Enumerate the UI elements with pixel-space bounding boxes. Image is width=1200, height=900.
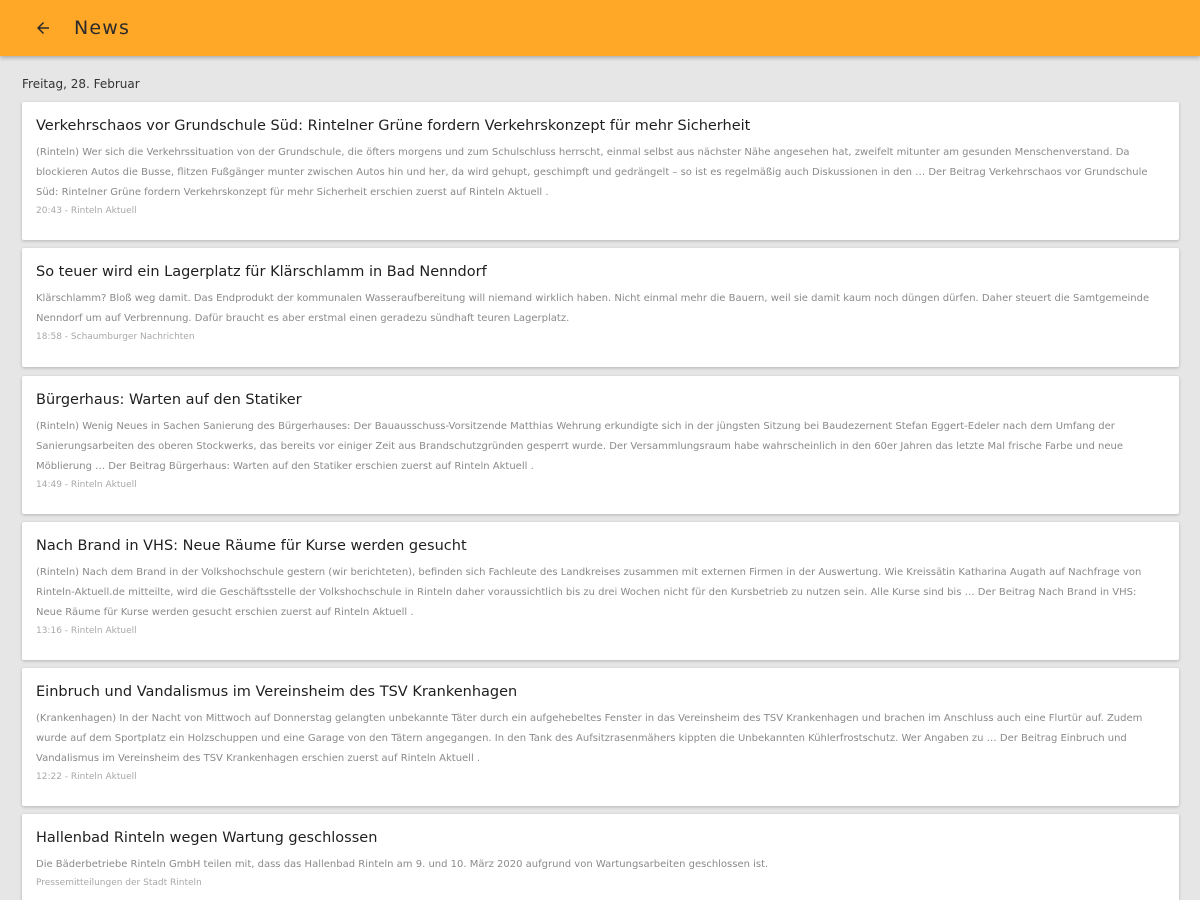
news-title: Bürgerhaus: Warten auf den Statiker	[36, 392, 302, 408]
news-meta: 12:22 - Rinteln Aktuell	[36, 772, 137, 782]
news-title: Verkehrschaos vor Grundschule Süd: Rintelner Grüne fordern Verkehrskonzept für mehr Sicherheit	[36, 118, 751, 134]
back-button[interactable]	[29, 14, 57, 42]
news-card[interactable]	[22, 668, 1179, 806]
news-meta: 14:49 - Rinteln Aktuell	[36, 480, 137, 490]
news-meta: 13:16 - Rinteln Aktuell	[36, 626, 137, 636]
news-title: Einbruch und Vandalismus im Vereinsheim des TSV Krankenhagen	[36, 684, 518, 700]
news-list[interactable]	[0, 56, 1200, 900]
news-card[interactable]	[22, 814, 1179, 900]
news-excerpt: Klärschlamm? Bloß weg damit. Das Endprodukt der kommunalen Wasseraufbereitung will niemand wirklich haben. Nicht einmal mehr die Bauern, weil sie damit kaum noch düngen dürfen. Daher steuert die Samtgemeinde Nenndorf um auf Verbrennung. Dafür braucht es aber erstmal einen geradezu sündhaft teuren Lagerplatz.	[36, 293, 1150, 324]
news-meta: 20:43 - Rinteln Aktuell	[36, 206, 137, 216]
arrow-back-icon	[34, 19, 52, 37]
news-card[interactable]	[22, 376, 1179, 514]
news-card[interactable]	[22, 522, 1179, 660]
page-title: News	[74, 17, 131, 39]
date-header: Freitag, 28. Februar	[22, 77, 140, 91]
news-meta: 18:58 - Schaumburger Nachrichten	[36, 332, 195, 342]
app-bar	[0, 0, 1200, 56]
news-excerpt: (Rinteln) Wenig Neues in Sachen Sanierung des Bürgerhauses: Der Bauausschuss-Vorsitzende Matthias Wehrung erkundigte sich in der jüngsten Sitzung bei Baudezernent Stefan Eggert-Edeler nach dem Umfang der Sanierungsarbeiten des oberen Stockwerks, das bereits vor einiger Zeit aus Brandschutzgründen gesperrt wurde. Der Versammlungsraum habe wahrscheinlich in den 60er Jahren das letzte Mal frische Farbe und neue Möblierung … Der Beitrag Bürgerhaus: Warten auf den Statiker erschien zuerst auf Rinteln Aktuell .	[36, 421, 1123, 472]
news-card[interactable]	[22, 248, 1179, 367]
news-excerpt: (Rinteln) Nach dem Brand in der Volkshochschule gestern (wir berichteten), befinden sich Fachleute des Landkreises zusammen mit externen Firmen in der Auswertung. Wie Kreissätin Katharina Augath auf Nachfrage von Rinteln-Aktuell.de mitteilte, wird die Geschäftsstelle der Volkshochschule in Rinteln daher voraussichtlich bis zu drei Wochen nicht für den Kursbetrieb zu nutzen sein. Alle Kurse sind bis … Der Beitrag Nach Brand in VHS: Neue Räume für Kurse werden gesucht erschien zuerst auf Rinteln Aktuell .	[36, 567, 1142, 618]
news-card[interactable]	[22, 102, 1179, 240]
news-title: So teuer wird ein Lagerplatz für Klärschlamm in Bad Nenndorf	[36, 264, 487, 280]
news-excerpt: (Rinteln) Wer sich die Verkehrssituation von der Grundschule, die öfters morgens und zum Schulschluss herrscht, einmal selbst aus nächster Nähe angesehen hat, zweifelt mitunter am gesunden Menschenverstand. Da blockieren Autos die Busse, flitzen Fußgänger munter zwischen Autos hin und her, da wird gehupt, geschimpft und gedrängelt – so ist es regelmäßig auch Diskussionen in den … Der Beitrag Verkehrschaos vor Grundschule Süd: Rintelner Grüne fordern Verkehrskonzept für mehr Sicherheit erschien zuerst auf Rinteln Aktuell .	[36, 147, 1148, 198]
news-meta: Pressemitteilungen der Stadt Rinteln	[36, 878, 202, 888]
news-title: Hallenbad Rinteln wegen Wartung geschlossen	[36, 830, 378, 846]
news-excerpt: (Krankenhagen) In der Nacht von Mittwoch auf Donnerstag gelangten unbekannte Täter durch ein aufgehebeltes Fenster in das Vereinsheim des TSV Krankenhagen und brachen im Anschluss auch eine Flurtür auf. Zudem wurde auf dem Sportplatz ein Holzschuppen und eine Garage von den Tätern angegangen. In den Tank des Aufsitzrasenmähers kippten die Unbekannten Kühlerfrostschutz. Wer Angaben zu … Der Beitrag Einbruch und Vandalismus im Vereinsheim des TSV Krankenhagen erschien zuerst auf Rinteln Aktuell .	[36, 713, 1143, 764]
news-excerpt: Die Bäderbetriebe Rinteln GmbH teilen mit, dass das Hallenbad Rinteln am 9. und 10. März 2020 aufgrund von Wartungsarbeiten geschlossen ist.	[36, 859, 769, 870]
news-title: Nach Brand in VHS: Neue Räume für Kurse werden gesucht	[36, 538, 467, 554]
